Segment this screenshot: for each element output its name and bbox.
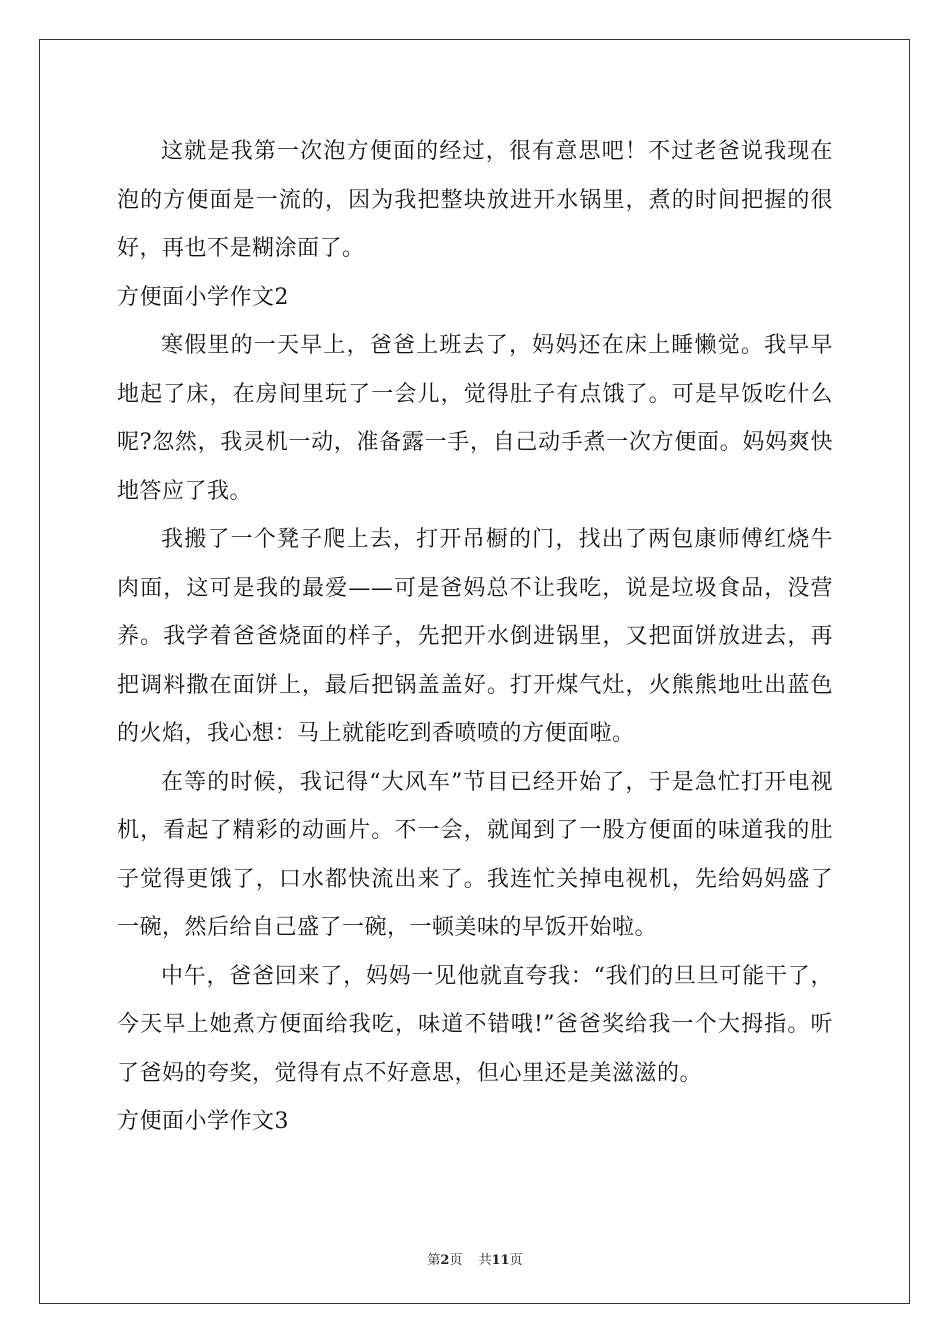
- document-body: [117, 128, 833, 1147]
- paragraph-5: 中午，爸爸回来了，妈妈一见他就直夸我：“我们的旦旦可能干了，今天早上她煮方便面给我吃，味道不错哦!”爸爸奖给我一个大拇指。听了爸妈的夸奖，觉得有点不好意思，但心里还是美滋滋的。: [117, 963, 833, 1086]
- section-heading-2: 方便面小学作文2: [117, 284, 289, 310]
- total-pages: 共11页: [478, 1253, 523, 1268]
- paragraph-2: 寒假里的一天早上，爸爸上班去了，妈妈还在床上睡懒觉。我早早地起了床，在房间里玩了一会儿，觉得肚子有点饿了。可是早饭吃什么呢?忽然，我灵机一动，准备露一手，自己动手煮一次方便面。妈妈爽快地答应了我。: [117, 333, 833, 504]
- paragraph-3: 我搬了一个凳子爬上去，打开吊橱的门，找出了两包康师傅红烧牛肉面，这可是我的最爱——可是爸妈总不让我吃，说是垃圾食品，没营养。我学着爸爸烧面的样子，先把开水倒进锅里，又把面饼放进去，再把调料撒在面饼上，最后把锅盖盖好。打开煤气灶，火熊熊地吐出蓝色的火焰，我心想：马上就能吃到香喷喷的方便面啦。: [117, 527, 833, 746]
- paragraph-4: 在等的时候，我记得“大风车”节目已经开始了，于是急忙打开电视机，看起了精彩的动画片。不一会，就闻到了一股方便面的味道我的肚子觉得更饿了，口水都快流出来了。我连忙关掉电视机，先给妈妈盛了一碗，然后给自己盛了一碗，一顿美味的早饭开始啦。: [117, 769, 833, 940]
- page-number: 第2页: [427, 1253, 463, 1268]
- section-heading-3: 方便面小学作文3: [117, 1109, 289, 1134]
- page-footer: [0, 1249, 950, 1268]
- paragraph-1: 这就是我第一次泡方便面的经过，很有意思吧！不过老爸说我现在泡的方便面是一流的，因为我把整块放进开水锅里，煮的时间把握的很好，再也不是糊涂面了。: [117, 139, 833, 261]
